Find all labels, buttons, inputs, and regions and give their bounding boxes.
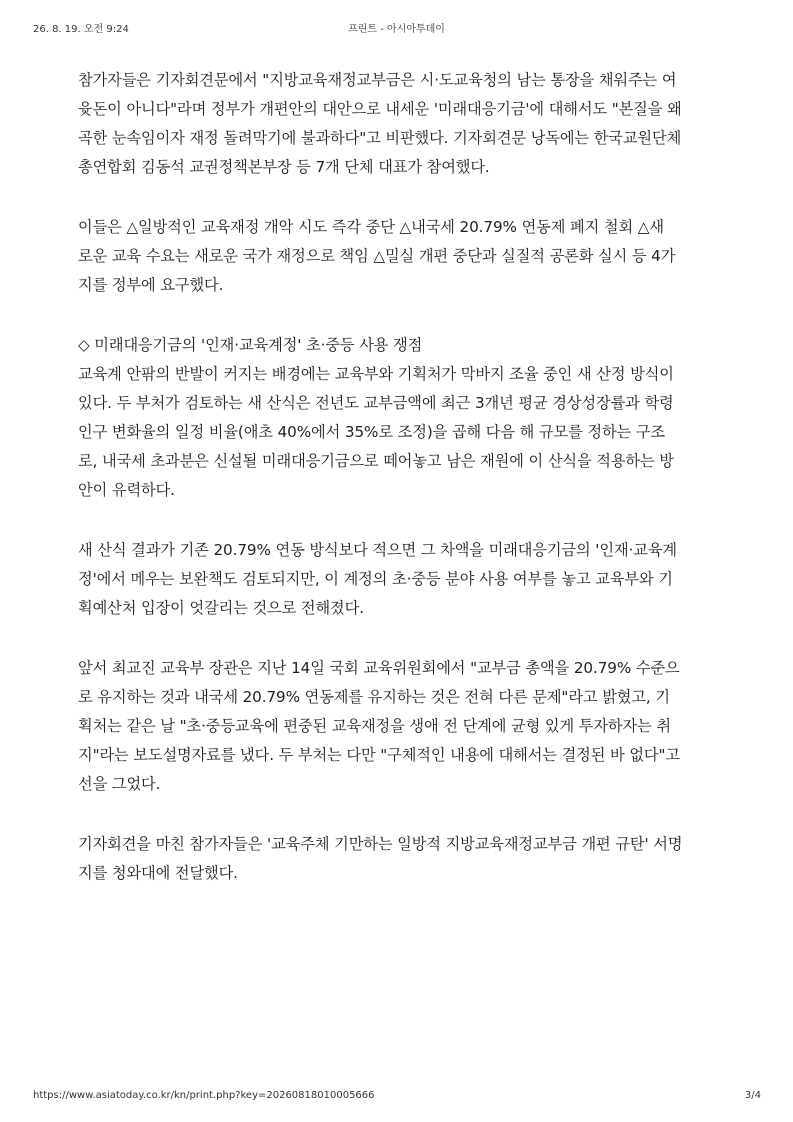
article-paragraph-subheading-new-formula [78, 331, 718, 505]
article-paragraph-participants-statement [78, 66, 718, 182]
text-line: 획예산처 입장이 엇갈리는 것으로 전해졌다. [78, 599, 364, 617]
text-line: 이들은 △일방적인 교육재정 개악 시도 즉각 중단 △내국세 20.79% 연동제 폐지 철회 △새 [78, 218, 664, 236]
article-body [78, 66, 718, 919]
print-footer [0, 1090, 793, 1106]
text-line: 새 산식 결과가 기존 20.79% 연동 방식보다 적으면 그 차액을 미래대응기금의 '인재·교육계 [78, 541, 677, 559]
text-line: 교육계 안팎의 반발이 커지는 배경에는 교육부와 기획처가 막바지 조율 중인 새 산정 방식이 [78, 365, 674, 383]
text-line: 지"라는 보도설명자료를 냈다. 두 부처는 다만 "구체적인 내용에 대해서는 결정된 바 없다"고 [78, 746, 680, 764]
text-line: 로운 교육 수요는 새로운 국가 재정으로 책임 △밀실 개편 중단과 실질적 공론화 실시 등 4가 [78, 247, 676, 265]
text-line: 앞서 최교진 교육부 장관은 지난 14일 국회 교육위원회에서 "교부금 총액을 20.79% 수준으 [78, 659, 680, 677]
text-line: 기자회견을 마친 참가자들은 '교육주체 기만하는 일방적 지방교육재정교부금 개편 규탄' 서명 [78, 835, 683, 853]
print-source-url: https://www.asiatoday.co.kr/kn/print.php?key=20260818010005666 [33, 1090, 375, 1101]
print-page-number: 3/4 [744, 1090, 761, 1101]
article-paragraph-supplement [78, 536, 718, 623]
print-date: 26. 8. 19. 오전 9:24 [33, 24, 129, 35]
section-subheading: ◇ 미래대응기금의 '인재·교육계정' 초·중등 사용 쟁점 [78, 336, 423, 354]
text-line: 정'에서 메우는 보완책도 검토되지만, 이 계정의 초·중등 분야 사용 여부를 놓고 교육부와 기 [78, 570, 673, 588]
text-line: 인구 변화율의 일정 비율(애초 40%에서 35%로 조정)을 곱해 다음 해 규모를 정하는 구조 [78, 423, 666, 441]
text-line: 참가자들은 기자회견문에서 "지방교육재정교부금은 시·도교육청의 남는 통장을 채워주는 여 [78, 71, 677, 89]
article-paragraph-minister-remarks [78, 654, 718, 799]
text-line: 지를 청와대에 전달했다. [78, 864, 238, 882]
print-page-title: 프린트 - 아시아투데이 [348, 24, 445, 35]
print-header [0, 20, 793, 36]
text-line: 안이 유력하다. [78, 481, 175, 499]
article-paragraph-demands [78, 213, 718, 300]
text-line: 획처는 같은 날 "초·중등교육에 편중된 교육재정을 생애 전 단계에 균형 있게 투자하자는 취 [78, 717, 671, 735]
text-line: 총연합회 김동석 교권정책본부장 등 7개 단체 대표가 참여했다. [78, 158, 490, 176]
text-line: 곡한 눈속임이자 재정 돌려막기에 불과하다"고 비판했다. 기자회견문 낭독에는 한국교원단체 [78, 129, 682, 147]
text-line: 로, 내국세 초과분은 신설될 미래대응기금으로 떼어놓고 남은 재원에 이 산식을 적용하는 방 [78, 452, 674, 470]
text-line: 로 유지하는 것과 내국세 20.79% 연동제를 유지하는 것은 전혀 다른 문제"라고 밝혔고, 기 [78, 688, 670, 706]
text-line: 지를 정부에 요구했다. [78, 276, 224, 294]
text-line: 선을 그었다. [78, 775, 161, 793]
article-paragraph-petition [78, 830, 718, 888]
text-line: 있다. 두 부처가 검토하는 새 산식은 전년도 교부금액에 최근 3개년 평균 경상성장률과 학령 [78, 394, 674, 412]
text-line: 윳돈이 아니다"라며 정부가 개편안의 대안으로 내세운 '미래대응기금'에 대해서도 "본질을 왜 [78, 100, 682, 118]
